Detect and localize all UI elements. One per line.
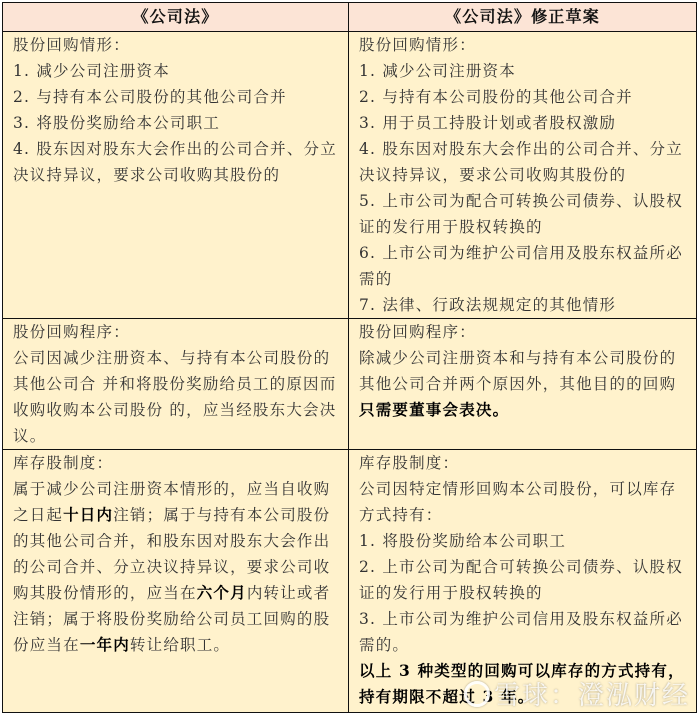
section-title: 股份回购程序：	[13, 323, 130, 341]
paragraph-emphasis: 只需要董事会表决。	[359, 400, 510, 419]
section-title: 股份回购程序：	[359, 323, 476, 341]
text-segment: 转让给职工。	[129, 636, 231, 654]
emphasis-ten-days: 十日内	[63, 505, 114, 524]
text-segment: 注销；属于与持有本公司股份的其他公司合并，和股东因对股东大会作出的公司合并、分立决议持异议，要求公司收购其股份情形的，应当在	[13, 506, 331, 602]
list-item: 5. 上市公司为配合可转换公司债券、认股权证的发行用于股权转换的	[359, 192, 683, 236]
list-item: 4. 股东因对股东大会作出的公司合并、分立决议持异议，要求公司收购其股份的	[359, 140, 683, 184]
cell-left-repurchase-procedure	[3, 319, 349, 450]
text-segment: 内转让或者注销；属于将股份奖励给公司员工回购的股份应当在	[13, 584, 331, 654]
paragraph	[13, 476, 342, 658]
list-item: 3. 将股份奖励给本公司职工	[13, 114, 221, 132]
header-company-law: 《公司法》	[3, 3, 349, 32]
comparison-table	[2, 2, 697, 713]
paragraph	[359, 345, 690, 423]
conclusion: 以上 3 种类型的回购可以库存的方式持有，持有期限不超过 3 年。	[359, 661, 685, 706]
cell-left-repurchase-situations	[3, 32, 349, 319]
text-segment: 属于减少公司注册资本情形的，应当自收购之日起	[13, 480, 331, 524]
list-item: 3. 用于员工持股计划或者股权激励	[359, 114, 617, 132]
section-title: 股份回购情形：	[13, 36, 130, 54]
cell-right-treasury-stock	[349, 450, 697, 713]
row-repurchase-situations	[3, 32, 697, 319]
list-item: 1. 减少公司注册资本	[13, 62, 170, 80]
paragraph: 公司因特定情形回购本公司股份，可以库存方式持有：	[359, 480, 677, 524]
row-treasury-stock	[3, 450, 697, 713]
cell-right-repurchase-situations	[349, 32, 697, 319]
list-item: 6. 上市公司为维护公司信用及股东权益所必需的	[359, 244, 683, 288]
section-title: 库存股制度：	[13, 454, 114, 472]
section-title: 股份回购情形：	[359, 36, 476, 54]
paragraph: 公司因减少注册资本、与持有本公司股份的其他公司合 并和将股份奖励给员工的原因而收购收购本公司股份 的，应当经股东大会决议。	[13, 349, 337, 445]
header-row	[3, 3, 697, 32]
list-item: 3. 上市公司为维护公司信用及股东权益所必需的。	[359, 610, 683, 654]
list-item: 7. 法律、行政法规规定的其他情形	[359, 296, 617, 314]
list-item: 1. 将股份奖励给本公司职工	[359, 532, 567, 550]
list-item: 2. 与持有本公司股份的其他公司合并	[13, 88, 287, 106]
row-repurchase-procedure	[3, 319, 697, 450]
list-item: 4. 股东因对股东大会作出的公司合并、分立决议持异议，要求公司收购其股份的	[13, 140, 337, 184]
section-title: 库存股制度：	[359, 454, 460, 472]
paragraph-plain: 除减少公司注册资本和与持有本公司股份的其他公司合并两个原因外，其他目的的回购	[359, 349, 677, 393]
emphasis-six-months: 六个月	[196, 583, 247, 602]
list-item: 2. 上市公司为配合可转换公司债券、认股权证的发行用于股权转换的	[359, 558, 683, 602]
header-company-law-amendment: 《公司法》修正草案	[349, 3, 697, 32]
cell-right-repurchase-procedure	[349, 319, 697, 450]
emphasis-one-year: 一年内	[79, 635, 130, 654]
list-item: 2. 与持有本公司股份的其他公司合并	[359, 88, 633, 106]
cell-left-treasury-stock	[3, 450, 349, 713]
list-item: 1. 减少公司注册资本	[359, 62, 516, 80]
watermark-text: 雪球：澄泓财经	[493, 681, 690, 711]
